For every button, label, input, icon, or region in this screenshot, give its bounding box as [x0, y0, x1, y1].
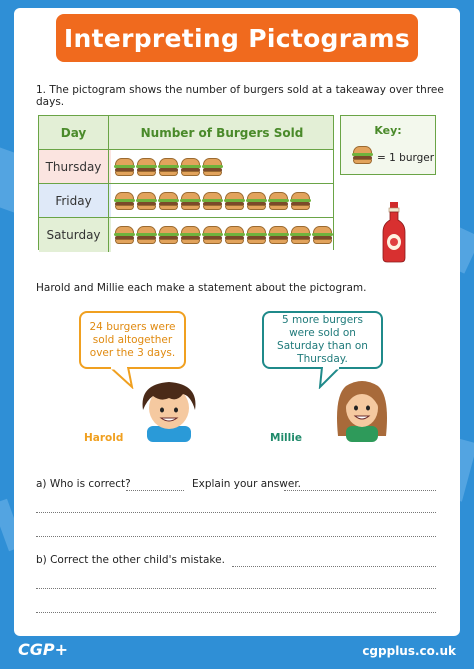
burger-icon — [115, 158, 134, 176]
explain-answer-line[interactable] — [36, 536, 436, 537]
burger-icon — [225, 192, 244, 210]
burger-icon — [159, 158, 178, 176]
explain-answer-line[interactable] — [36, 512, 436, 513]
footer-url[interactable]: cgpplus.co.uk — [362, 644, 456, 658]
part-b-prompt: b) Correct the other child's mistake. — [36, 554, 225, 566]
millie-name: Millie — [270, 432, 302, 444]
burger-icon — [137, 226, 156, 244]
pictogram-row — [39, 150, 333, 184]
background-shape — [0, 147, 14, 212]
burger-icon — [203, 192, 222, 210]
correction-answer-line[interactable] — [36, 588, 436, 589]
burger-icon — [203, 226, 222, 244]
question-2-intro: Harold and Millie each make a statement about the pictogram. — [36, 282, 367, 294]
burger-icon — [115, 226, 134, 244]
harold-avatar — [133, 376, 205, 442]
burger-icons — [111, 150, 333, 183]
correction-answer-line[interactable] — [232, 566, 436, 567]
burger-icons — [111, 184, 333, 217]
burger-icon — [291, 192, 310, 210]
pictogram-key — [340, 115, 436, 175]
row-day: Friday — [39, 184, 109, 217]
harold-bubble-tail — [108, 367, 134, 389]
pictogram-table — [38, 115, 334, 250]
part-b-row — [36, 554, 225, 566]
key-title: Key: — [374, 124, 402, 137]
correction-answer-line[interactable] — [36, 612, 436, 613]
cgp-logo: CGP+ — [18, 640, 69, 659]
harold-name: Harold — [84, 432, 124, 444]
pictogram-row — [39, 184, 333, 218]
title-banner — [56, 14, 418, 62]
millie-avatar — [332, 376, 392, 442]
row-day: Saturday — [39, 218, 109, 252]
burger-icons — [111, 218, 333, 252]
burger-icon — [313, 226, 332, 244]
explain-answer-line[interactable] — [284, 490, 436, 491]
harold-speech-bubble — [79, 311, 186, 369]
burger-icon — [137, 192, 156, 210]
burger-icon — [353, 146, 372, 164]
burger-icon — [203, 158, 222, 176]
burger-icon — [115, 192, 134, 210]
part-a-row — [36, 478, 131, 490]
pictogram-row — [39, 218, 333, 252]
row-day: Thursday — [39, 150, 109, 183]
burger-icon — [247, 226, 266, 244]
page-title: Interpreting Pictograms — [63, 23, 411, 53]
part-a-prompt: a) Who is correct? — [36, 478, 131, 490]
part-a-explain: Explain your answer. — [192, 478, 302, 490]
burger-icon — [159, 192, 178, 210]
who-correct-answer-field[interactable] — [126, 490, 184, 491]
key-text: = 1 burger — [377, 152, 435, 164]
burger-icon — [137, 158, 156, 176]
burger-icon — [247, 192, 266, 210]
burger-icon — [269, 226, 288, 244]
millie-statement: 5 more burgers were sold on Saturday than on Thursday. — [277, 314, 368, 365]
header-day: Day — [39, 116, 109, 149]
burger-icon — [181, 226, 200, 244]
burger-icon — [181, 192, 200, 210]
burger-icon — [269, 192, 288, 210]
burger-icon — [225, 226, 244, 244]
part-a-explain-row — [192, 478, 301, 490]
burger-icon — [291, 226, 310, 244]
question-1: 1. The pictogram shows the number of burgers sold at a takeaway over three days. — [36, 84, 444, 108]
ketchup-bottle-icon — [381, 200, 407, 264]
pictogram-header-row — [39, 116, 333, 150]
millie-speech-bubble — [262, 311, 383, 369]
header-count: Number of Burgers Sold — [140, 125, 304, 140]
harold-statement: 24 burgers were sold altogether over the 3 days. — [89, 320, 176, 359]
burger-icon — [181, 158, 200, 176]
burger-icon — [159, 226, 178, 244]
